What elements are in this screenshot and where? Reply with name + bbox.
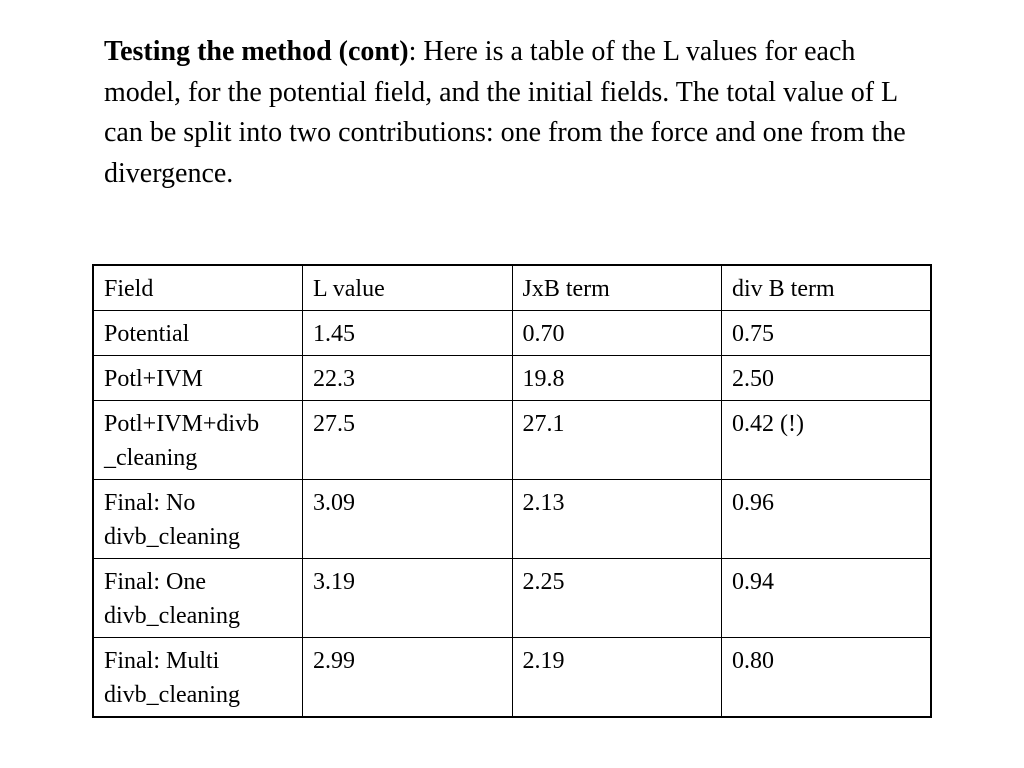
cell-divb-term: 0.94 [722,559,932,638]
table-row [93,480,931,559]
cell-divb-term: 0.80 [722,638,932,718]
cell-jxb-term: 0.70 [512,311,722,356]
cell-field: Potential [93,311,303,356]
cell-jxb-term: 2.19 [512,638,722,718]
cell-divb-term: 0.75 [722,311,932,356]
cell-l-value: 2.99 [303,638,513,718]
table-row [93,311,931,356]
intro-heading: Testing the method (cont) [104,36,409,67]
cell-divb-term: 0.42 (!) [722,401,932,480]
cell-divb-term: 2.50 [722,356,932,401]
cell-jxb-term: 2.13 [512,480,722,559]
cell-jxb-term: 27.1 [512,401,722,480]
cell-field: Final: No divb_cleaning [93,480,303,559]
table-row [93,401,931,480]
cell-field: Potl+IVM+divb _cleaning [93,401,303,480]
table-header-row [93,265,931,311]
table-row [93,356,931,401]
header-l-value: L value [303,265,513,311]
header-jxb-term: JxB term [512,265,722,311]
table-row [93,638,931,718]
cell-field: Final: Multi divb_cleaning [93,638,303,718]
header-divb-term: div B term [722,265,932,311]
cell-divb-term: 0.96 [722,480,932,559]
cell-l-value: 1.45 [303,311,513,356]
intro-paragraph [104,32,924,194]
cell-l-value: 3.09 [303,480,513,559]
header-field: Field [93,265,303,311]
intro-body: : Here is a table of the L values for each model, for the potential field, and the initial fields. The total value of L can be split into two contributions: one from the force and one from the divergence. [104,36,906,189]
cell-l-value: 27.5 [303,401,513,480]
table-row [93,559,931,638]
cell-l-value: 3.19 [303,559,513,638]
l-values-table [92,264,932,718]
cell-field: Potl+IVM [93,356,303,401]
cell-field: Final: One divb_cleaning [93,559,303,638]
cell-jxb-term: 2.25 [512,559,722,638]
cell-jxb-term: 19.8 [512,356,722,401]
cell-l-value: 22.3 [303,356,513,401]
